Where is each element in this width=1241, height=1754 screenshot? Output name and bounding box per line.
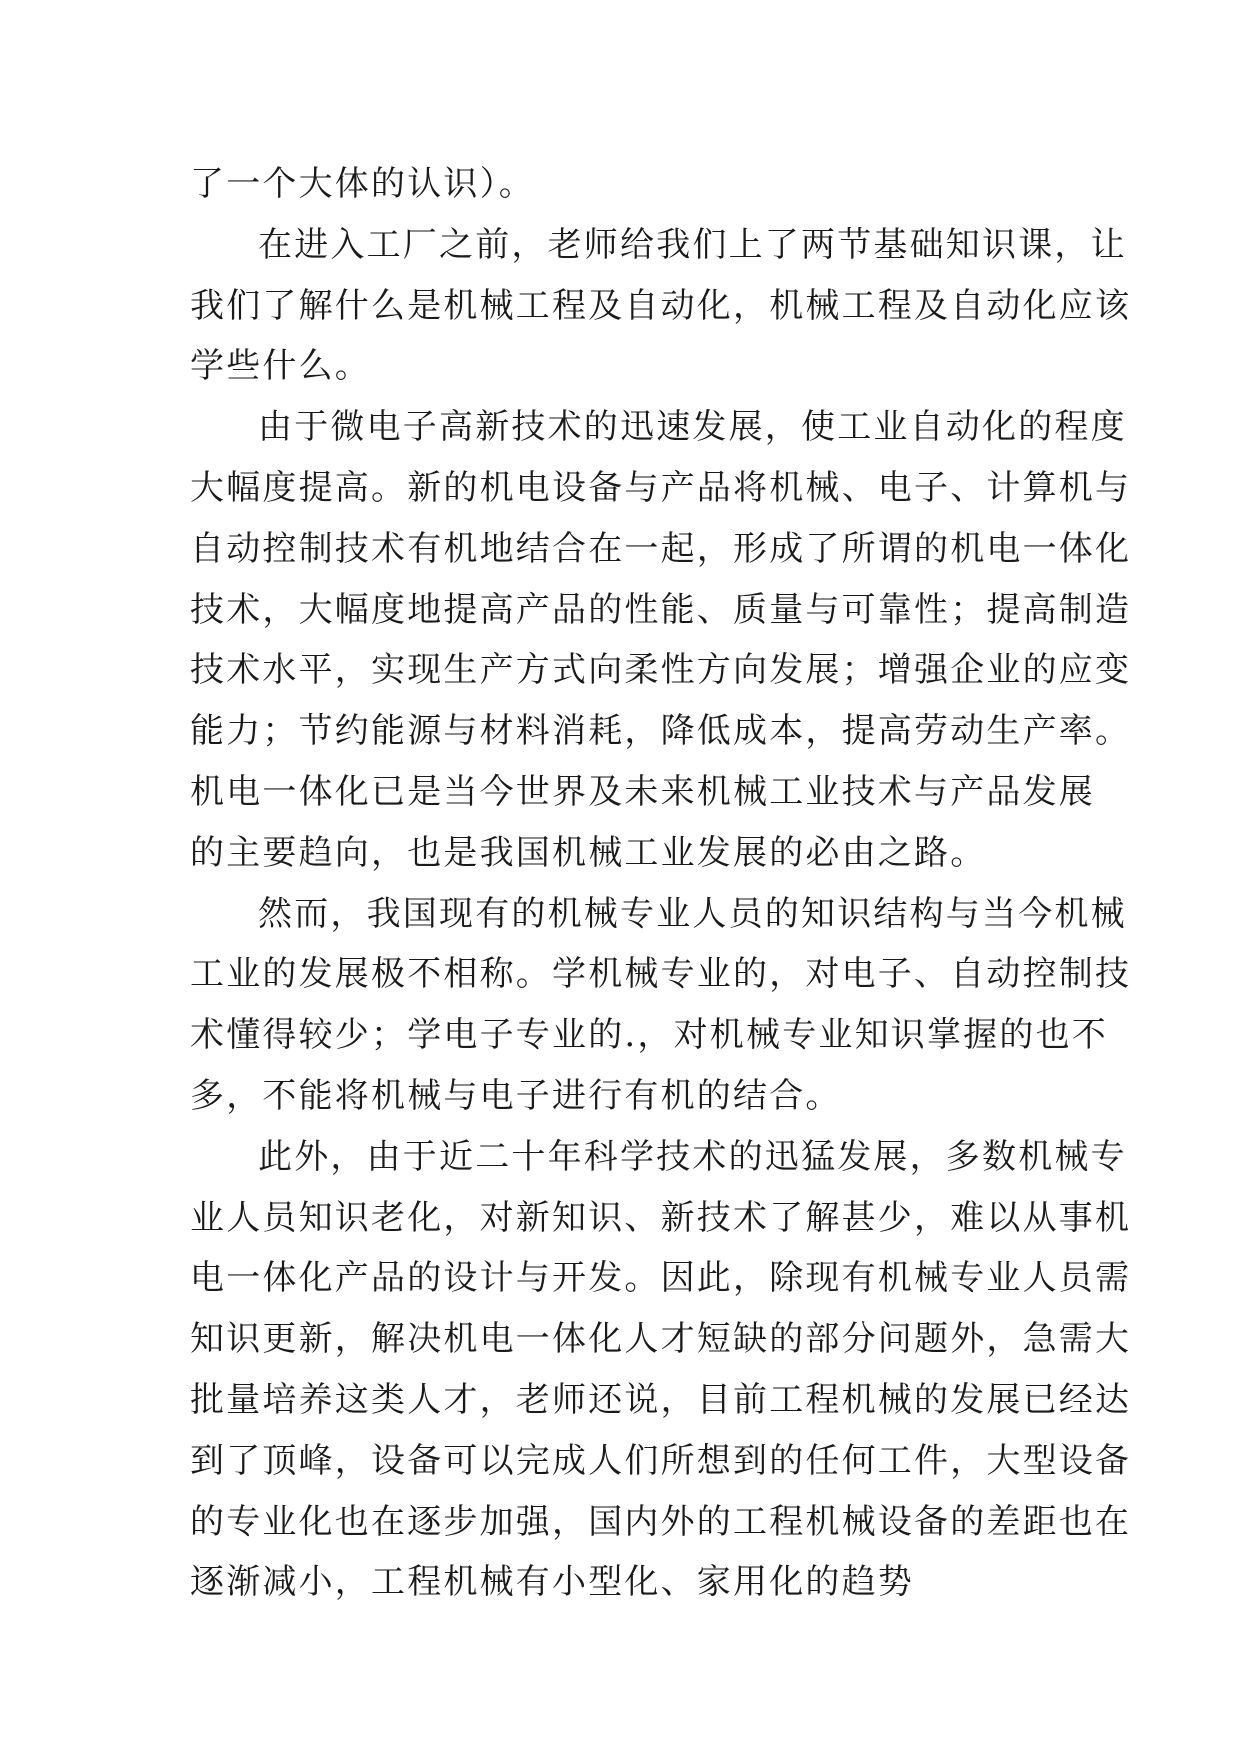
text-line: 了一个大体的认识）。 [190,164,535,204]
document-body [190,154,1132,1613]
text-line: 技术，大幅度地提高产品的性能、质量与可靠性；提高制造 [190,589,1132,630]
text-line: 批量培养这类人才，老师还说，目前工程机械的发展已经达 [190,1379,1132,1420]
text-line: 在进入工厂之前，老师给我们上了两节基础知识课，让 [258,224,1127,265]
text-line: 电一体化产品的设计与开发。因此，除现有机械专业人员需 [190,1258,1132,1299]
text-line: 能力；节约能源与材料消耗，降低成本，提高劳动生产率。 [190,711,1132,752]
text-line: 工业的发展极不相称。学机械专业的，对电子、自动控制技 [190,954,1132,995]
text-line: 技术水平，实现生产方式向柔性方向发展；增强企业的应变 [190,650,1132,691]
text-line: 逐渐减小，工程机械有小型化、家用化的趋势 [190,1562,914,1603]
text-line: 到了顶峰，设备可以完成人们所想到的任何工件，大型设备 [190,1440,1132,1481]
text-line: 学些什么。 [190,346,371,387]
text-line: 然而，我国现有的机械专业人员的知识结构与当今机械 [258,893,1127,934]
text-line: 机电一体化已是当今世界及未来机械工业技术与产品发展 [190,771,1095,812]
text-line: 大幅度提高。新的机电设备与产品将机械、电子、计算机与 [190,467,1132,508]
text-line: 的专业化也在逐步加强，国内外的工程机械设备的差距也在 [190,1501,1132,1542]
text-line: 多，不能将机械与电子进行有机的结合。 [190,1075,842,1116]
text-line: 我们了解什么是机械工程及自动化，机械工程及自动化应该 [190,285,1132,326]
text-line: 术懂得较少；学电子专业的.，对机械专业知识掌握的也不 [190,1015,1109,1056]
text-line: 由于微电子高新技术的迅速发展，使工业自动化的程度 [258,407,1127,448]
text-line: 自动控制技术有机地结合在一起，形成了所谓的机电一体化 [190,528,1132,569]
text-line: 的主要趋向，也是我国机械工业发展的必由之路。 [190,832,987,873]
text-line: 知识更新，解决机电一体化人才短缺的部分问题外，急需大 [190,1319,1132,1360]
text-line: 此外，由于近二十年科学技术的迅猛发展，多数机械专 [258,1136,1127,1177]
text-line: 业人员知识老化，对新知识、新技术了解甚少，难以从事机 [190,1197,1132,1238]
